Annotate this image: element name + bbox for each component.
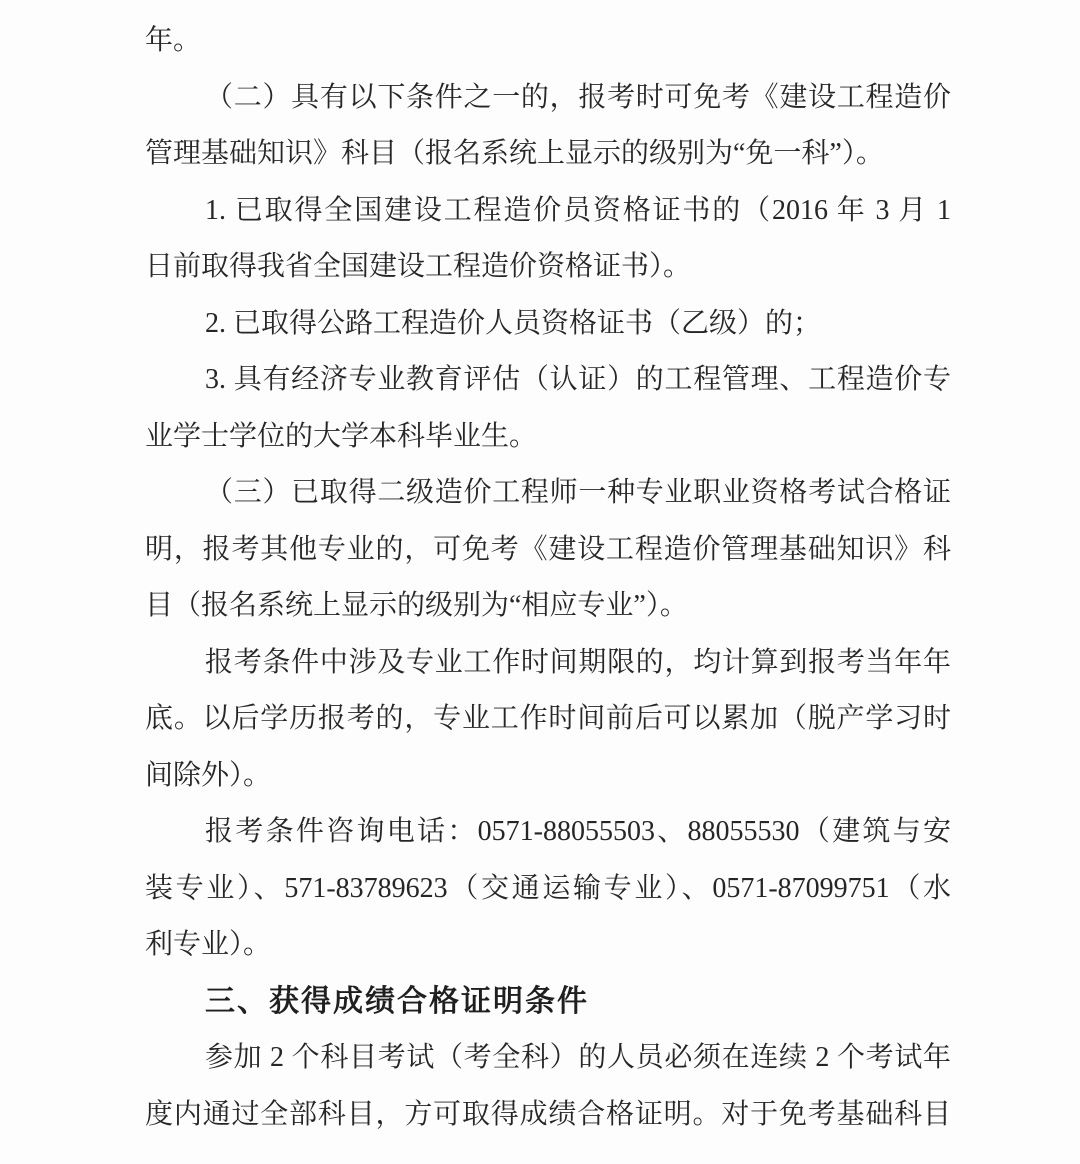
text-line: 装专业）、571-83789623（交通运输专业）、0571-87099751（水: [145, 872, 951, 904]
text-line: 1. 已取得全国建设工程造价员资格证书的（2016 年 3 月 1: [205, 194, 951, 226]
text-line: 间除外）。: [145, 759, 272, 791]
text-line: 报考条件咨询电话：0571-88055503、88055530（建筑与安: [205, 816, 951, 847]
text-line: 业学士学位的大学本科毕业生。: [145, 420, 538, 452]
text-line: 2. 已取得公路工程造价人员资格证书（乙级）的；: [205, 307, 822, 339]
text-line: 年。: [145, 25, 202, 56]
section-heading: 三、获得成绩合格证明条件: [205, 984, 589, 1018]
text-line: 明，报考其他专业的，可免考《建设工程造价管理基础知识》科: [145, 533, 951, 565]
text-line: 日前取得我省全国建设工程造价资格证书）。: [145, 251, 692, 282]
text-line: 利专业）。: [145, 929, 272, 960]
text-line: 底。以后学历报考的，专业工作时间前后可以累加（脱产学习时: [145, 703, 951, 734]
text-line: 报考条件中涉及专业工作时间期限的，均计算到报考当年年: [205, 646, 951, 678]
text-line: （三）已取得二级造价工程师一种专业职业资格考试合格证: [205, 477, 951, 508]
text-line: 3. 具有经济专业教育评估（认证）的工程管理、工程造价专: [205, 364, 951, 395]
text-line: 度内通过全部科目，方可取得成绩合格证明。对于免考基础科目: [145, 1098, 951, 1130]
text-line: 管理基础知识》科目（报名系统上显示的级别为“免一科”）。: [145, 138, 884, 169]
text-line: 参加 2 个科目考试（考全科）的人员必须在连续 2 个考试年: [205, 1042, 951, 1073]
text-line: 目（报名系统上显示的级别为“相应专业”）。: [145, 590, 688, 621]
text-line: （二）具有以下条件之一的，报考时可免考《建设工程造价: [205, 81, 951, 113]
